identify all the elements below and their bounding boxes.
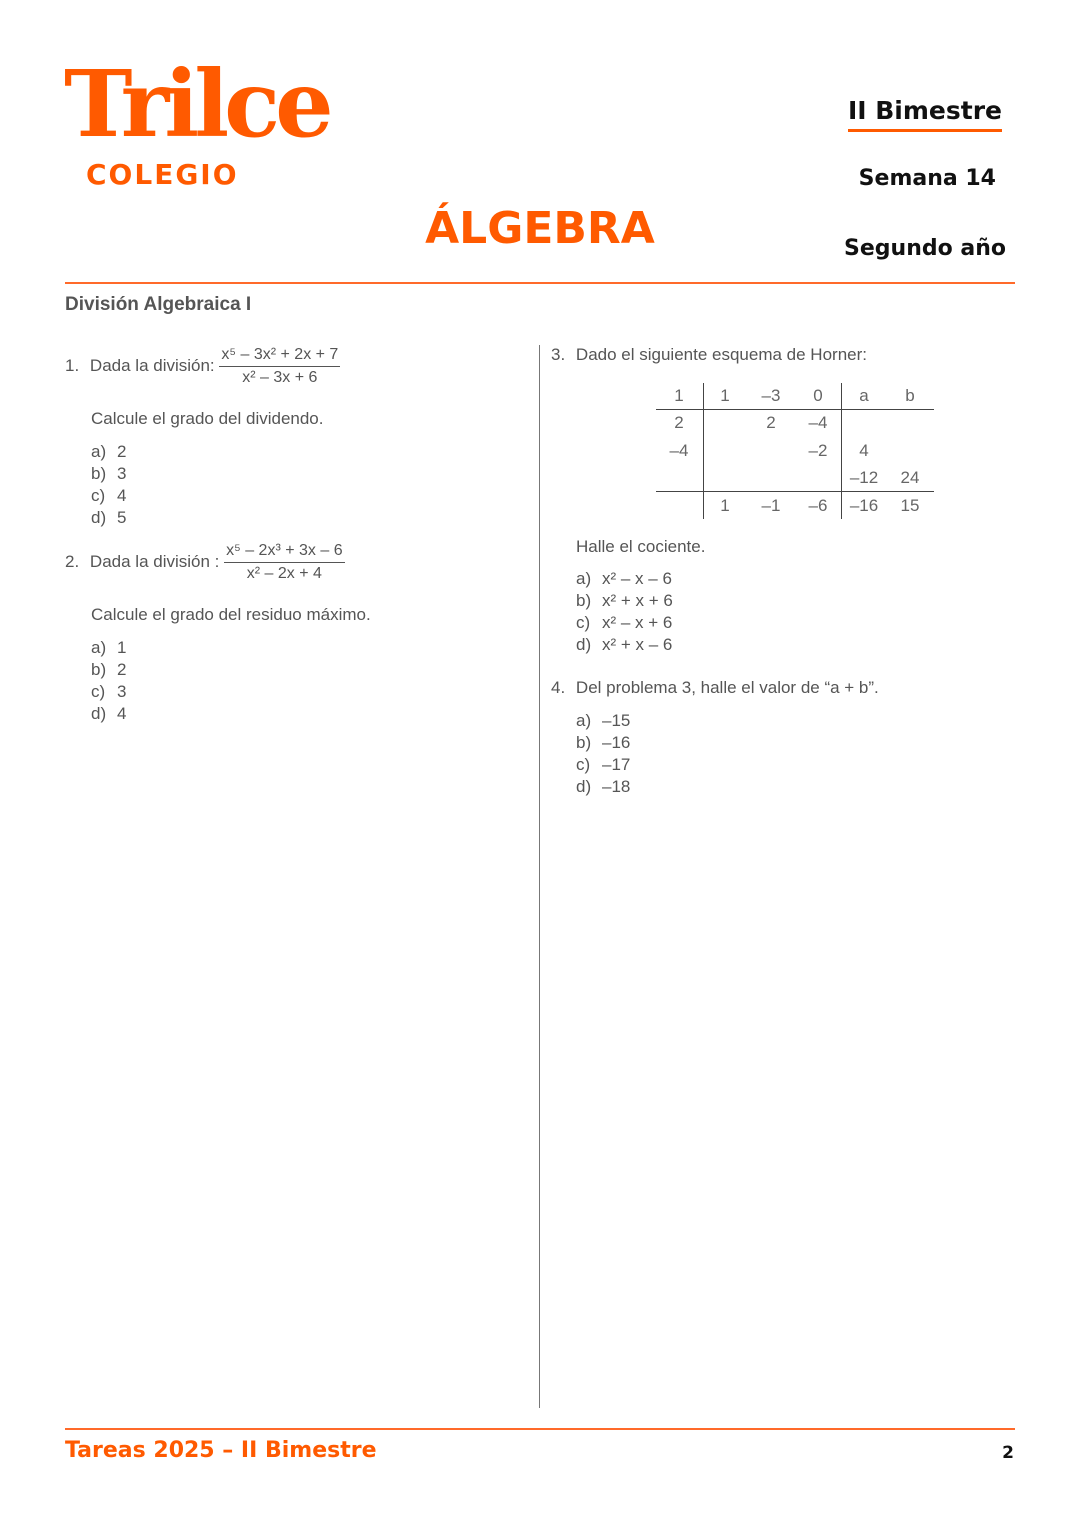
horner-cell: 1 [720,496,730,515]
option-value: 2 [117,660,127,679]
horner-cell: –4 [808,413,828,432]
numerator: x⁵ – 3x² + 2x + 7 [219,346,340,367]
horner-cell: 4 [859,441,869,460]
option-letter: b) [576,733,592,752]
question-instruction: Calcule el grado del residuo máximo. [91,605,371,624]
grade-label: Segundo año [844,236,1006,261]
fraction [224,542,344,583]
horner-cell: –16 [849,496,879,515]
option-value: 1 [117,638,127,657]
horner-cell: –1 [761,496,781,515]
question-prompt: Del problema 3, halle el valor de “a + b”. [575,678,879,697]
options-list [91,637,126,725]
numerator: x⁵ – 2x³ + 3x – 6 [224,542,344,563]
option-letter: b) [91,660,107,679]
option-item [91,507,126,529]
option-item [576,754,630,776]
question-number: 4. [551,678,566,697]
option-value: x² – x + 6 [602,613,673,632]
option-letter: c) [576,755,591,774]
option-item [91,659,126,681]
option-letter: a) [91,638,107,657]
bimestre-label: II Bimestre [848,96,1002,132]
horner-cell: –4 [669,441,689,460]
topic-title: División Algebraica I [65,294,252,315]
option-item [91,485,126,507]
logo-subtitle: COLEGIO [86,158,239,191]
option-letter: a) [576,569,592,588]
option-item [576,590,673,612]
denominator: x² – 3x + 6 [242,369,318,386]
horner-vline [703,383,704,519]
horner-cell: 1 [720,386,730,405]
option-value: 3 [117,464,127,483]
horner-cell: 0 [813,386,823,405]
horner-cell: 1 [674,386,684,405]
option-item [91,637,126,659]
horner-cell: 15 [900,496,920,515]
question-2 [65,542,345,583]
option-letter: a) [576,711,592,730]
option-item [576,732,630,754]
trilce-logo: Trilce [64,50,329,158]
option-letter: a) [91,442,107,461]
question-3 [551,345,867,365]
option-letter: d) [91,704,107,723]
option-item [576,634,673,656]
option-value: 5 [117,508,127,527]
option-value: –15 [602,711,631,730]
option-item [91,681,126,703]
option-item [576,776,630,798]
page-number: 2 [1002,1443,1014,1463]
horner-cell: 24 [900,468,920,487]
horner-vline [841,383,842,519]
option-value: 3 [117,682,127,701]
fraction [219,346,340,387]
option-letter: d) [576,635,592,654]
option-letter: d) [576,777,592,796]
question-prompt: Dado el siguiente esquema de Horner: [575,345,867,364]
option-item [576,710,630,732]
question-number: 1. [65,355,80,375]
option-item [576,612,673,634]
option-value: –17 [602,755,631,774]
horner-hline [656,409,934,410]
horner-cell: 2 [674,413,684,432]
header-divider [65,282,1015,284]
option-value: x² + x + 6 [602,591,673,610]
horner-cell: –3 [761,386,781,405]
option-value: –18 [602,777,631,796]
week-label: Semana 14 [858,166,996,191]
horner-cell: –6 [808,496,828,515]
question-instruction: Calcule el grado del dividendo. [91,409,324,428]
option-letter: b) [91,464,107,483]
option-item [91,441,126,463]
option-letter: c) [91,486,106,505]
column-divider [539,345,540,1408]
footer-title: Tareas 2025 – II Bimestre [65,1438,377,1463]
denominator: x² – 2x + 4 [246,565,322,582]
option-value: 2 [117,442,127,461]
option-letter: d) [91,508,107,527]
option-letter: b) [576,591,592,610]
option-value: x² + x – 6 [602,635,673,654]
option-value: 4 [117,486,127,505]
question-number: 2. [65,551,80,571]
option-letter: c) [576,613,591,632]
horner-hline [656,491,934,492]
option-value: x² – x – 6 [602,569,672,588]
horner-cell: 2 [766,413,776,432]
horner-cell: a [859,386,869,405]
option-item [576,568,673,590]
options-list [91,441,126,529]
question-1 [65,346,340,387]
option-item [91,463,126,485]
options-list [576,568,673,656]
option-letter: c) [91,682,106,701]
question-instruction: Halle el cociente. [576,537,706,556]
horner-cell: b [905,386,915,405]
option-value: –16 [602,733,631,752]
question-prompt: Dada la división: [89,355,215,375]
option-item [91,703,126,725]
question-4 [551,678,879,698]
subject-title: ÁLGEBRA [425,203,655,254]
horner-cell: –12 [849,468,879,487]
question-number: 3. [551,345,566,364]
option-value: 4 [117,704,127,723]
horner-cell: –2 [808,441,828,460]
options-list [576,710,630,798]
footer-divider [65,1428,1015,1430]
question-prompt: Dada la división : [89,551,220,571]
